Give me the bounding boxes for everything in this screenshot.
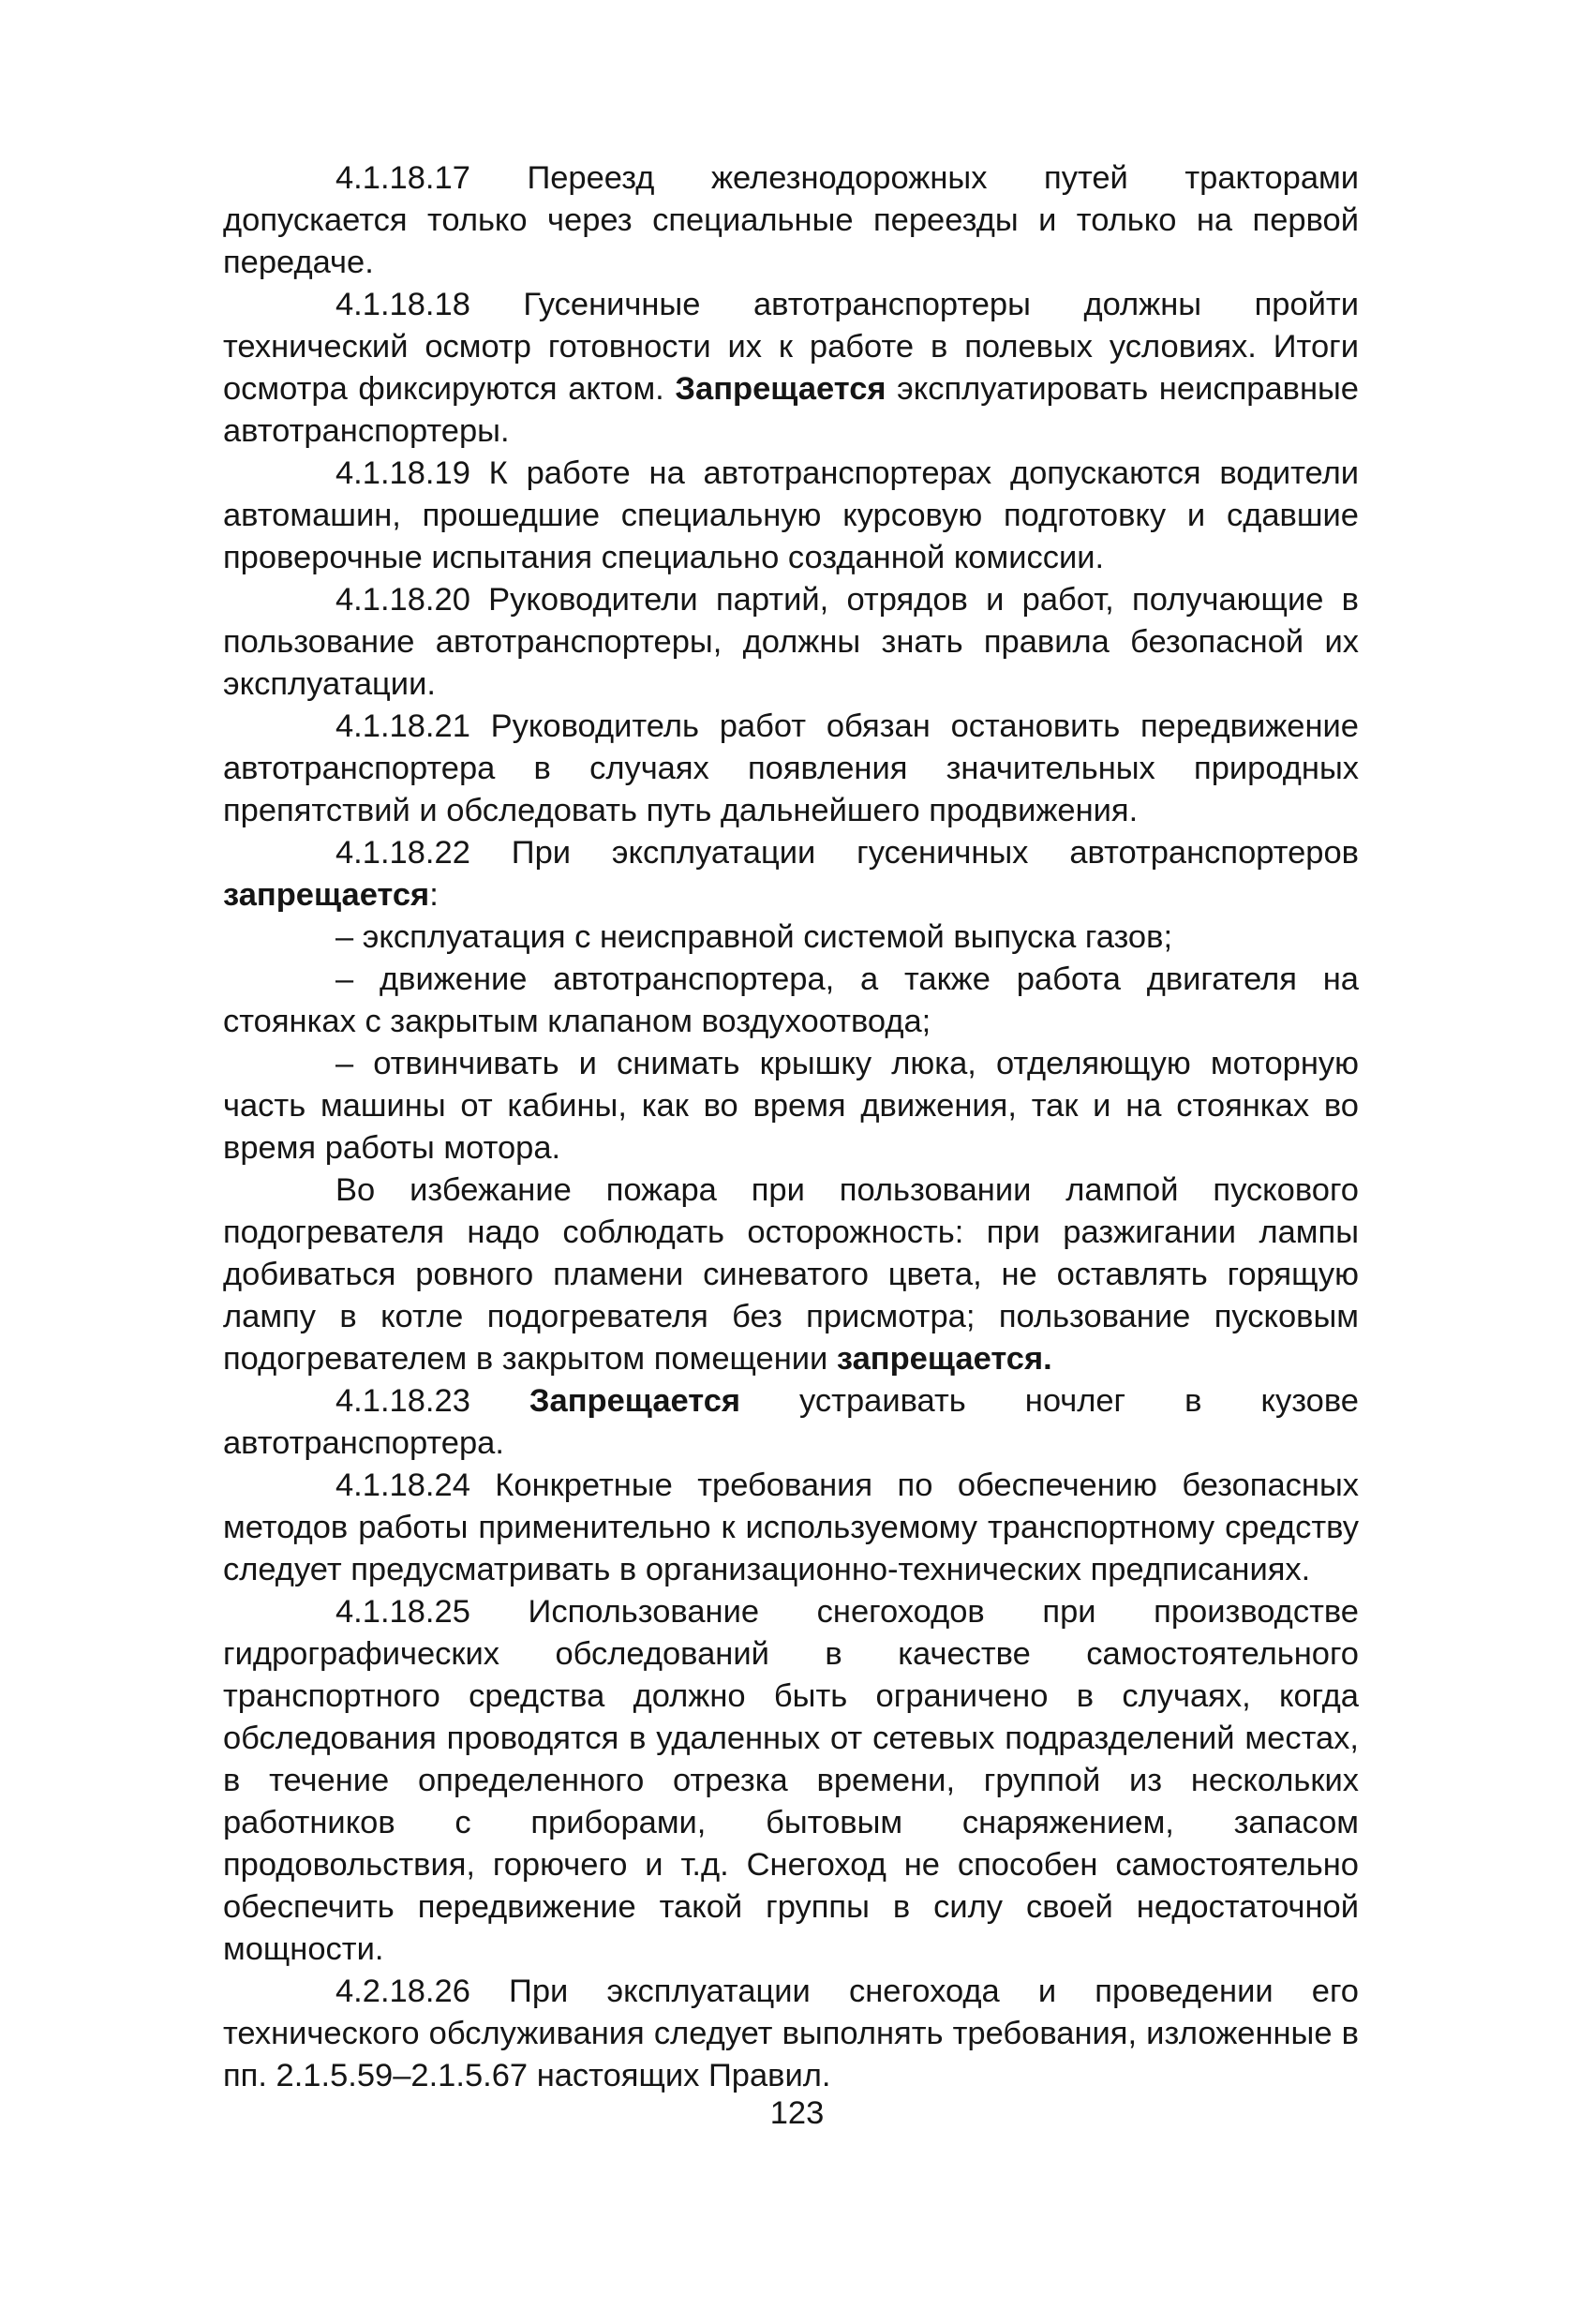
paragraph-4-1-18-24: 4.1.18.24 Конкретные требования по обеспечению безопасных методов работы применительно к используемому транспортному средству следует предусматривать в организационно-технических предписаниях.: [223, 1467, 1359, 1587]
list-item-movement: – движение автотранспортера, а также работа двигателя на стоянках с закрытым клапаном воздухоотвода;: [223, 961, 1359, 1039]
paragraph-fire-safety: Во избежание пожара при пользовании лампой пускового подогревателя надо соблюдать осторожность: при разжигании лампы добиваться ровного пламени синеватого цвета, не оставлять горящую лампу в котле подогревателя без присмотра; пользование пусковым подогревателем в закрытом помещении запрещается.: [223, 1172, 1359, 1377]
paragraph-4-1-18-21: 4.1.18.21 Руководитель работ обязан остановить передвижение автотранспортера в случаях появления значительных природных препятствий и обследовать путь дальнейшего продвижения.: [223, 708, 1359, 828]
paragraph-4-1-18-20: 4.1.18.20 Руководители партий, отрядов и работ, получающие в пользование автотранспортеры, должны знать правила безопасной их эксплуатации.: [223, 582, 1359, 702]
page-number: 123: [769, 2095, 825, 2131]
document-body: [223, 157, 1359, 2097]
paragraph-4-1-18-17: 4.1.18.17 Переезд железнодорожных путей тракторами допускается только через специальные переезды и только на первой передаче.: [223, 160, 1359, 280]
paragraph-4-1-18-23: 4.1.18.23 Запрещается устраивать ночлег в кузове автотранспортера.: [223, 1383, 1359, 1461]
paragraph-4-2-18-26: 4.2.18.26 При эксплуатации снегохода и проведении его технического обслуживания следует выполнять требования, изложенные в пп. 2.1.5.59–2.1.5.67 настоящих Правил.: [223, 1974, 1359, 2093]
list-item-exhaust: – эксплуатация с неисправной системой выпуска газов;: [335, 919, 1173, 955]
paragraph-4-1-18-18: 4.1.18.18 Гусеничные автотранспортеры должны пройти технический осмотр готовности их к работе в полевых условиях. Итоги осмотра фиксируются актом. Запрещается эксплуатировать неисправные автотранспортеры.: [223, 287, 1359, 449]
list-item-hatch: – отвинчивать и снимать крышку люка, отделяющую моторную часть машины от кабины, как во время движения, так и на стоянках во время работы мотора.: [223, 1046, 1359, 1166]
paragraph-4-1-18-22: 4.1.18.22 При эксплуатации гусеничных автотранспортеров запрещается:: [223, 835, 1359, 913]
paragraph-4-1-18-25: 4.1.18.25 Использование снегоходов при производстве гидрографических обследований в качестве самостоятельного транспортного средства должно быть ограничено в случаях, когда обследования проводятся в удаленных от сетевых подразделений местах, в течение определенного отрезка времени, группой из нескольких работников с приборами, бытовым снаряжением, запасом продовольствия, горючего и т.д. Снегоход не способен самостоятельно обеспечить передвижение такой группы в силу своей недостаточной мощности.: [223, 1594, 1359, 1967]
paragraph-4-1-18-19: 4.1.18.19 К работе на автотранспортерах допускаются водители автомашин, прошедшие специальную курсовую подготовку и сдавшие проверочные испытания специально созданной комиссии.: [223, 455, 1359, 575]
